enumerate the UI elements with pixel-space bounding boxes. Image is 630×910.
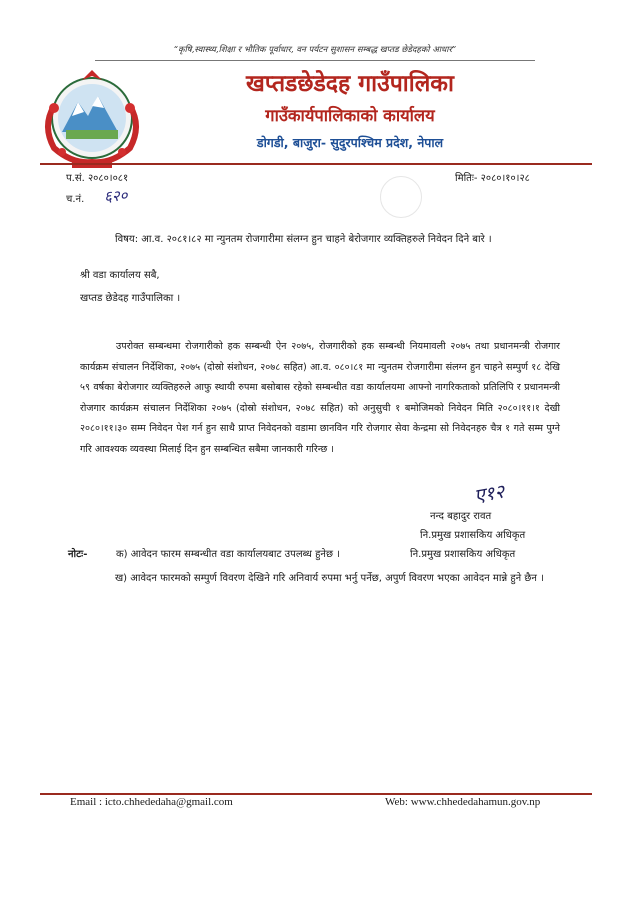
note-item-b: ख) आवेदन फारमको सम्पुर्ण विवरण देखिने गरि अनिवार्य रुपमा भर्नु पर्नेछ, अपुर्ण विवरण भएका आवेदन मान्ने हुने छैन ।	[115, 573, 544, 584]
dispatch-label: च.नं.	[66, 194, 85, 205]
office-address: डोगडी, बाजुरा- सुदुरपश्चिम प्रदेश, नेपाल	[256, 135, 444, 150]
slogan-underline	[95, 60, 535, 61]
footer-website: Web: www.chhededahamun.gov.np	[385, 796, 541, 808]
signatory-name: नन्द बहादुर रावत	[430, 511, 492, 522]
signatory-title: नि.प्रमुख प्रशासकिय अधिकृत	[420, 530, 526, 541]
nepal-emblem-icon	[32, 66, 152, 174]
footer-email: Email : icto.chhededaha@gmail.com	[70, 796, 233, 808]
faint-stamp-mark	[380, 176, 422, 218]
recipient-line-2: खप्तड छेडेदह गाउँपालिका ।	[80, 293, 181, 304]
footer-divider	[40, 793, 592, 795]
slogan: “कृषि,स्वास्थ्य,शिक्षा र भौतिक पूर्वाधार, वन पर्यटन सुशासन सम्बद्ध खप्तड छेडेदहको आधार”	[173, 45, 457, 55]
note-item-a: क) आवेदन फारम सम्बन्धीत वडा कार्यालयबाट उपलब्ध हुनेछ ।	[116, 549, 340, 560]
letter-body: उपरोक्त सम्बन्धमा रोजगारीको हक सम्बन्धी ऐन २०७५, रोजगारीको हक सम्बन्धी नियमावली २०७५ तथा प्रधानमन्त्री रोजगार कार्यक्रम संचालन निर्देशिका, २०७५ (दोस्रो संशोधन, २०७८ सहित) आ.व. ०८०।८१ मा न्युनतम रोजगारीमा संलग्न हुन चाहने सम्पुर्ण १८ देखि ५९ वर्षका बेरोजगार व्यक्तिहरुले आफु स्थायी रुपमा बसोबास रहेको सम्बन्धीत वडा कार्यालयमा आफ्नो नागरिकताको प्रतिलिपि र प्रधानमन्त्री रोजगार कार्यक्रम संचालन निर्देशिका २०७५ (दोस्रो संशोधन, २०७८ सहित) को अनुसुची १ बमोजिमको निवेदन मिति २०८०।११।१ देखी २०८०।११।३० सम्म निवेदन पेश गर्न हुन साथै प्राप्त निवेदनको वडामा छानविन गरि रोजगार सेवा केन्द्रमा सो निवेदनहरु चैत्र १ गते सम्म पुग्ने गरि आवश्यक व्यवस्था मिलाई दिन हुन सम्बन्धित सबैमा जानकारी गरिन्छ ।	[80, 341, 560, 455]
note-label: नोटः-	[68, 549, 88, 560]
handwritten-signature: ए१२	[472, 480, 507, 508]
reference-number: प.सं. २०८०।०८१	[66, 173, 129, 184]
office-name: गाउँकार्यपालिकाको कार्यालय	[265, 106, 435, 125]
letter-date: मितिः- २०८०।१०।२८	[455, 173, 530, 184]
dispatch-number-handwritten: ६२०	[103, 186, 129, 206]
recipient-line-1: श्री वडा कार्यालय सबै,	[80, 270, 160, 281]
header-divider	[40, 163, 592, 165]
letter-subject: विषय: आ.व. २०८१।८२ मा न्युनतम रोजगारीमा संलग्न हुन चाहने बेरोजगार व्यक्तिहरुले निवेदन दिने बारे ।	[115, 234, 492, 245]
signatory-title-stamp: नि.प्रमुख प्रशासकिय अधिकृत	[410, 549, 516, 560]
municipality-name: खप्तडछेडेदह गाउँपालिका	[246, 71, 454, 97]
